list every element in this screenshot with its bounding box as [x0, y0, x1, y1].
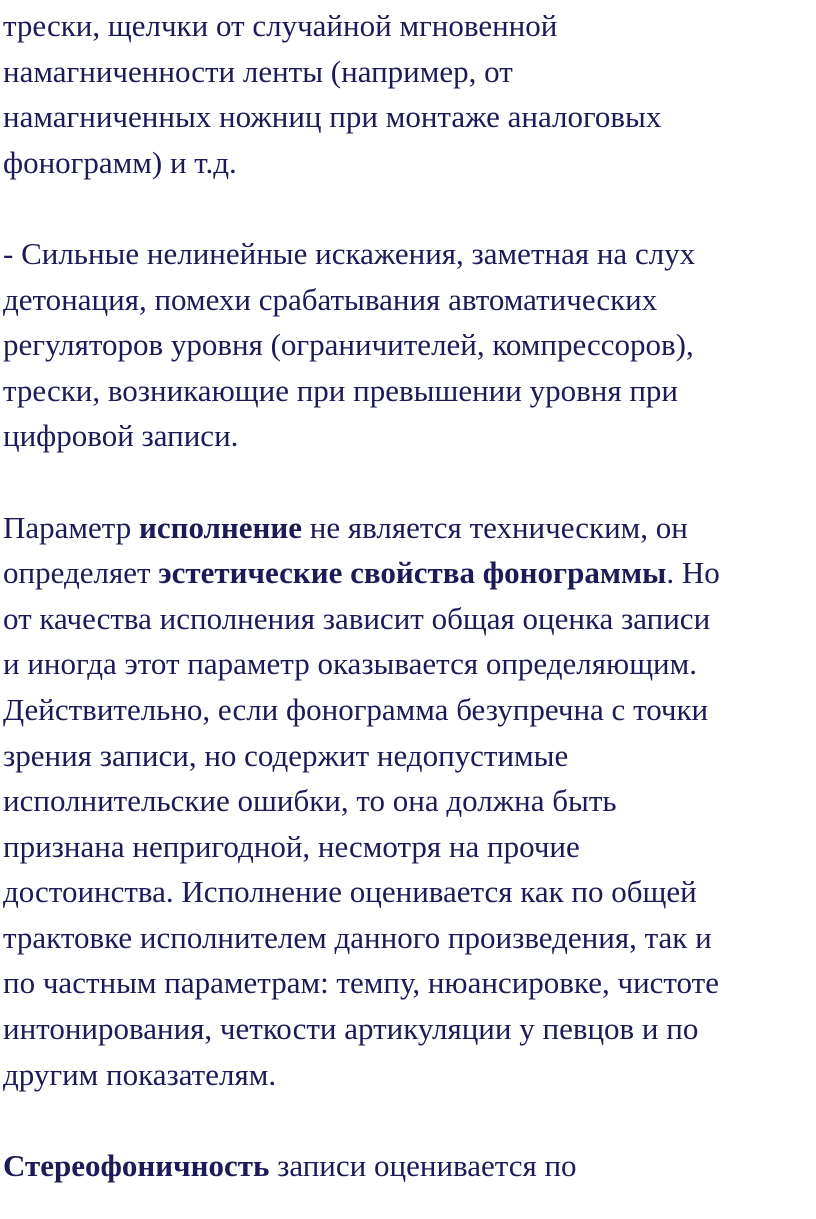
- text-line: цифровой записи.: [3, 418, 239, 454]
- text-line: фонограмм) и т.д.: [3, 144, 237, 180]
- paragraph-stereophony: [3, 1143, 816, 1189]
- bold-term-stereophony: Стереофоничность: [3, 1147, 270, 1183]
- text-line: достоинства. Исполнение оценивается как по общей: [3, 874, 697, 910]
- bold-term-performance: исполнение: [138, 509, 303, 545]
- text-fragment: не является техническим, он: [302, 509, 688, 545]
- text-line: и иногда этот параметр оказывается определяющим.: [3, 646, 698, 682]
- text-line: трески, щелчки от случайной мгновенной: [3, 8, 558, 43]
- text-line: признана непригодной, несмотря на прочие: [3, 828, 580, 864]
- text-fragment: определяет: [3, 555, 159, 591]
- paragraph-distortions: [3, 231, 816, 459]
- text-line: - Сильные нелинейные искажения, заметная на слух: [3, 235, 696, 271]
- text-line: [3, 550, 816, 596]
- text-line: детонация, помехи срабатывания автоматических: [3, 281, 658, 317]
- text-line: интонирования, четкости артикуляции у певцов и по: [3, 1011, 699, 1047]
- text-line: регуляторов уровня (ограничителей, компрессоров),: [3, 327, 694, 363]
- text-line: исполнительские ошибки, то она должна быть: [3, 783, 617, 819]
- text-line: намагниченности ленты (например, от: [3, 53, 513, 89]
- text-line: зрения записи, но содержит недопустимые: [3, 737, 569, 773]
- text-line: Действительно, если фонограмма безупречна с точки: [3, 691, 709, 727]
- text-line: трактовке исполнителем данного произведения, так и: [3, 919, 712, 955]
- text-line: другим показателям.: [3, 1056, 277, 1092]
- paragraph-performance: [3, 505, 816, 1098]
- text-line: намагниченных ножниц при монтаже аналоговых: [3, 99, 662, 135]
- text-fragment: . Но: [666, 555, 720, 591]
- text-line: [3, 1143, 816, 1189]
- bold-term-aesthetic-properties: эстетические свойства фонограммы: [158, 555, 667, 591]
- text-line: от качества исполнения зависит общая оценка записи: [3, 600, 711, 636]
- text-fragment: Параметр: [3, 509, 139, 545]
- text-line: по частным параметрам: темпу, нюансировке, чистоте: [3, 965, 719, 1001]
- paragraph-noise-list: [3, 3, 816, 185]
- text-fragment: записи оценивается по: [269, 1147, 577, 1183]
- text-line: [3, 505, 816, 551]
- text-line: трески, возникающие при превышении уровня при: [3, 372, 679, 408]
